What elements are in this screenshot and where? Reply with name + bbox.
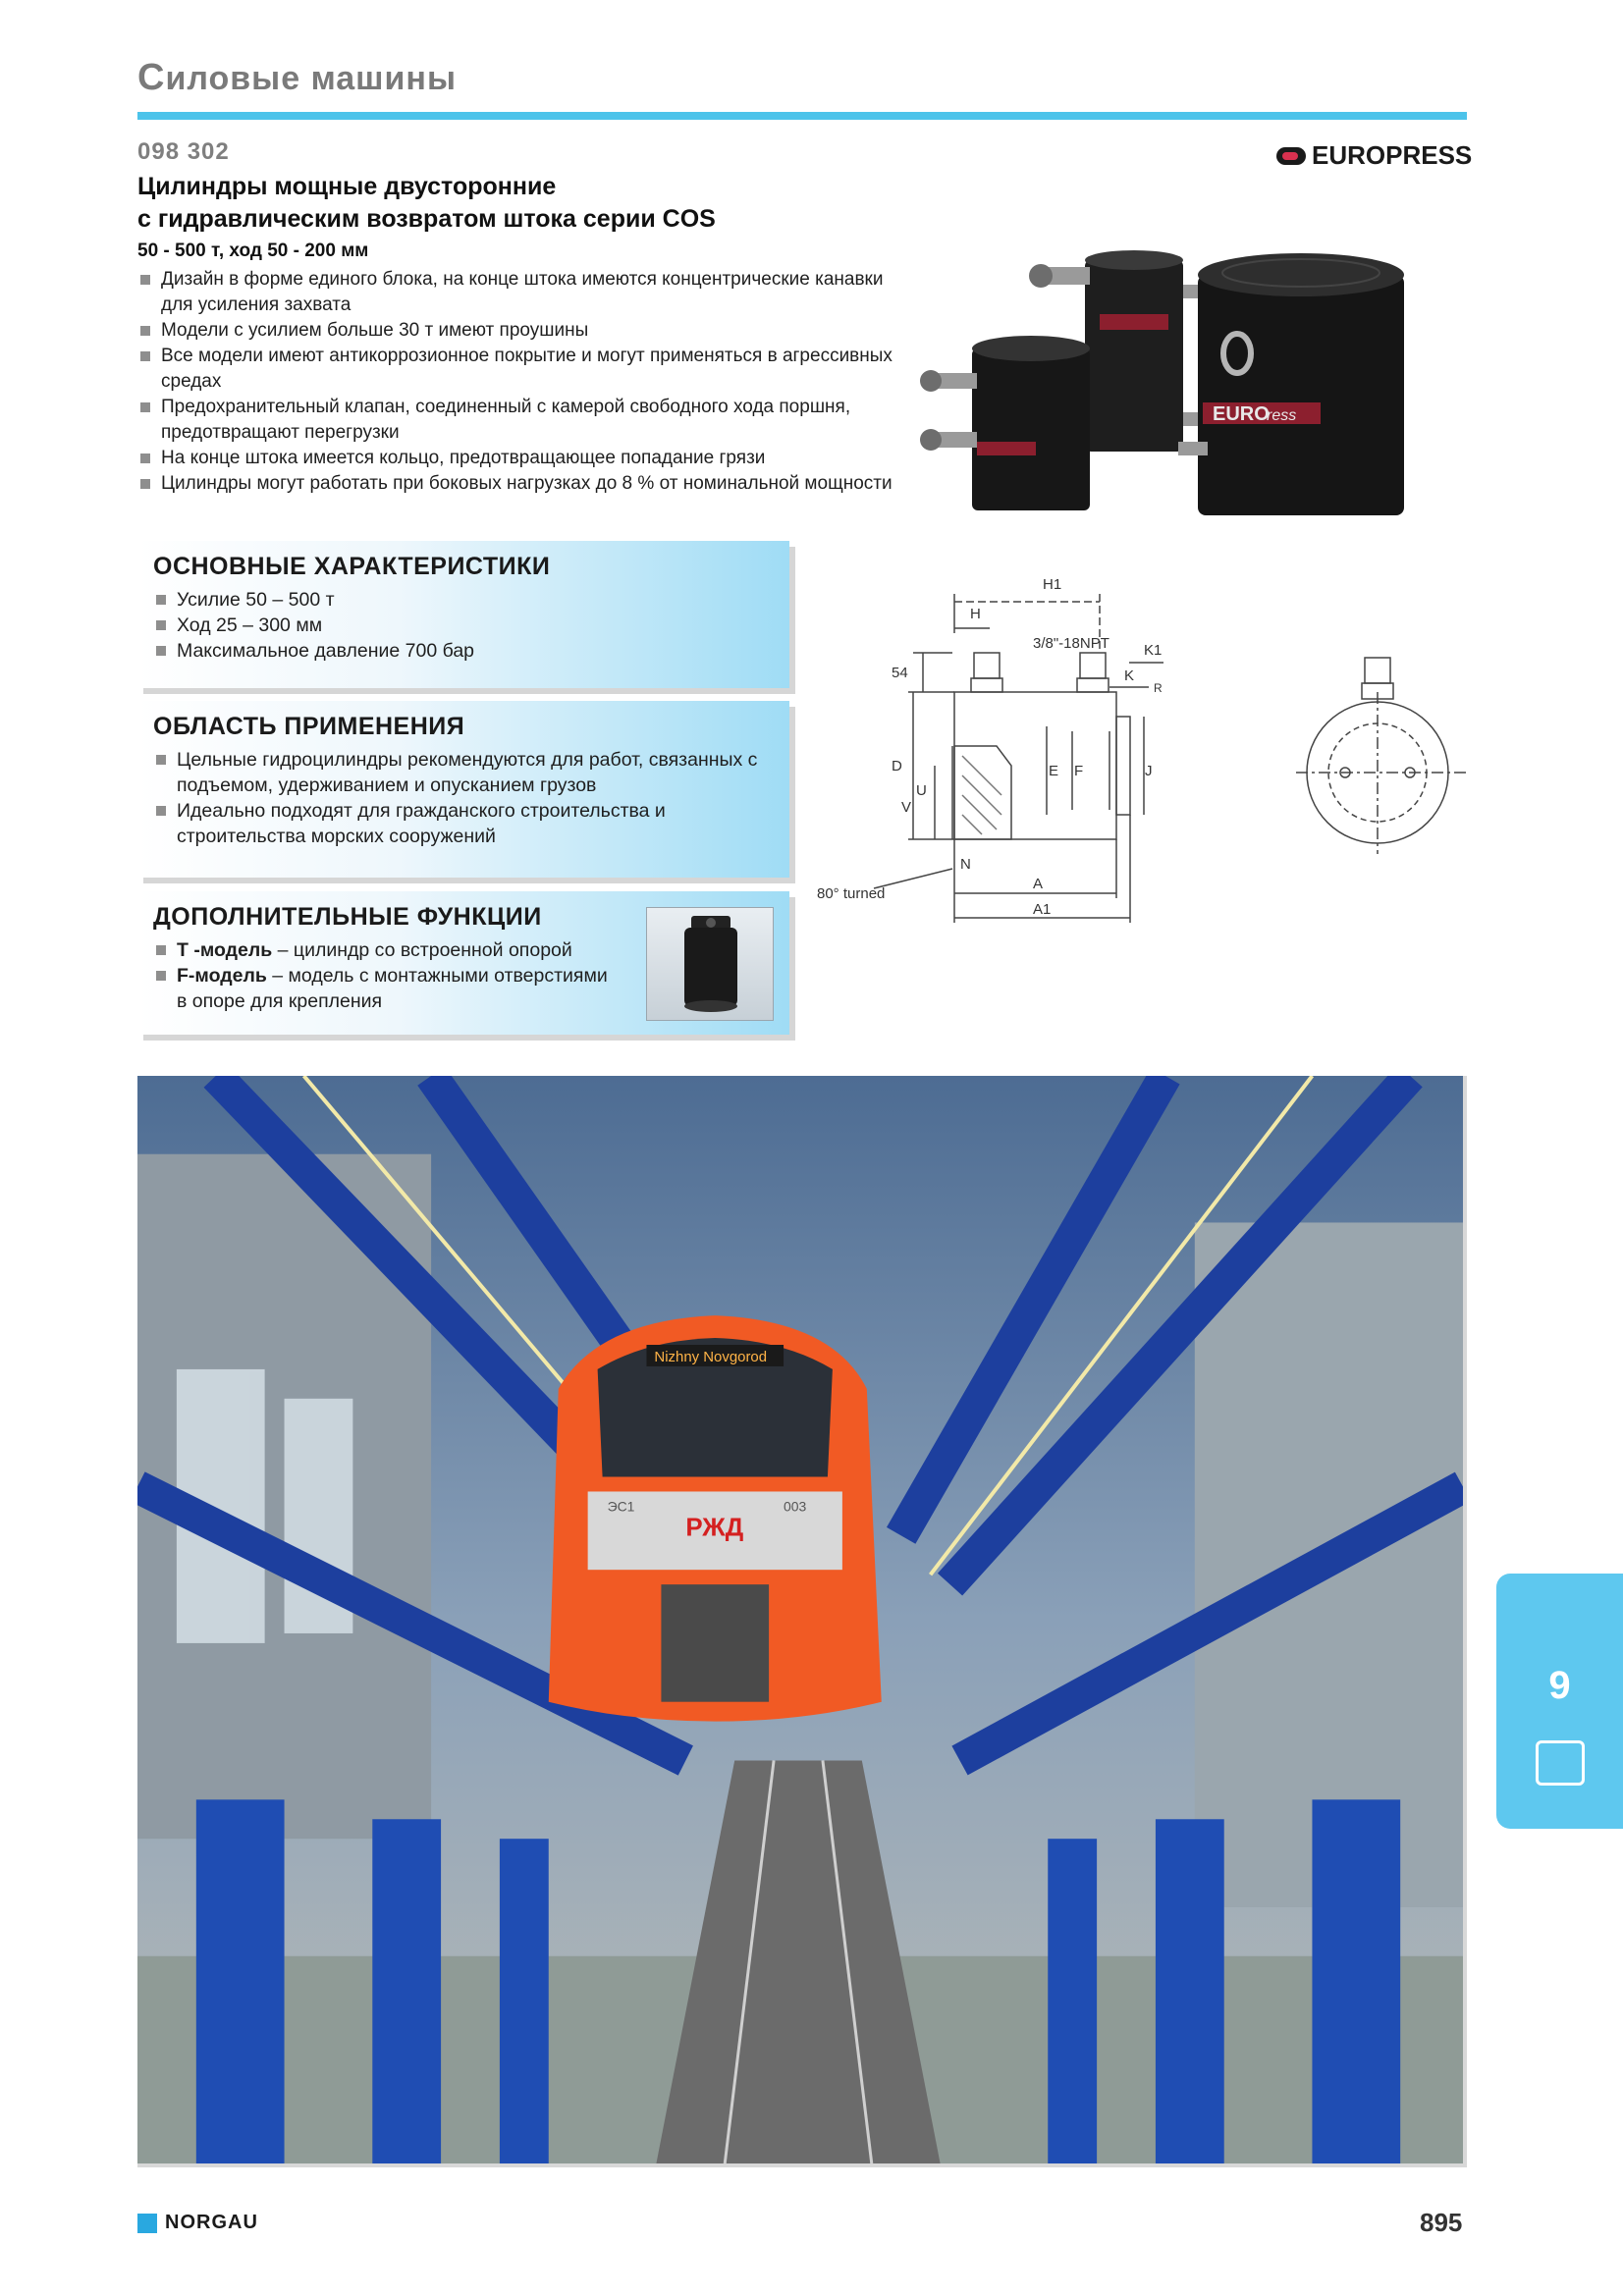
footer-logo — [137, 2212, 258, 2234]
feature-item: На конце штока имеется кольцо, предотвращающее попадание грязи — [137, 446, 893, 471]
rzd-logo: РЖД — [685, 1514, 744, 1542]
dim-h1: H1 — [1043, 576, 1062, 593]
train-id: ЭС1 — [607, 1498, 635, 1515]
dim-u: U — [916, 782, 927, 799]
f-model-label: F-модель — [177, 965, 267, 987]
norgau-square-icon — [137, 2214, 157, 2233]
section-title — [137, 57, 457, 99]
dim-54: 54 — [892, 665, 908, 681]
main-characteristics-heading: ОСНОВНЫЕ ХАРАКТЕРИСТИКИ — [153, 553, 551, 580]
feature-item: Модели с усилием больше 30 т имеют проушины — [137, 318, 893, 344]
feature-item: Все модели имеют антикоррозионное покрытие и могут применяться в агрессивных средах — [137, 344, 893, 395]
technical-drawing — [815, 555, 1467, 928]
dim-j: J — [1145, 763, 1153, 779]
brand-name: EUROPRESS — [1312, 140, 1473, 170]
f-model-text: – модель с монтажными отверстиями в опоре для крепления — [177, 965, 608, 1012]
photo-label-2: ress — [1267, 407, 1297, 424]
section-title-rest: иловые машины — [165, 60, 457, 97]
dim-k: K — [1124, 667, 1135, 684]
dim-a: A — [1033, 876, 1044, 892]
feature-item: Дизайн в форме единого блока, на конце штока имеются концентрические канавки для усиления захвата — [137, 267, 893, 318]
chapter-number: 9 — [1548, 1664, 1571, 1707]
product-title-line2: с гидравлическим возвратом штока серии COS — [137, 205, 716, 233]
tools-icon — [1536, 1740, 1585, 1786]
section-title-initial: С — [137, 57, 166, 98]
product-photo — [913, 245, 1463, 525]
extra-functions-panel — [137, 891, 789, 1035]
train-depot-photo — [137, 1076, 1467, 2167]
product-spec: 50 - 500 т, ход 50 - 200 мм — [137, 240, 369, 261]
product-code: 098 302 — [137, 138, 230, 165]
dim-a1: A1 — [1033, 901, 1052, 918]
characteristic-item: Ход 25 – 300 мм — [153, 613, 774, 638]
application-item: Идеально подходят для гражданского строительства и строительства морских сооружений — [153, 798, 774, 849]
photo-label: EURO — [1213, 403, 1270, 425]
dim-turned: 80° turned — [817, 885, 886, 902]
dim-k1: K1 — [1144, 642, 1163, 659]
destination-sign: Nizhny Novgorod — [654, 1348, 768, 1365]
dim-v: V — [901, 799, 912, 816]
main-characteristics-list — [137, 587, 789, 673]
application-panel — [137, 701, 789, 878]
dim-n: N — [960, 856, 971, 873]
application-list — [137, 747, 789, 859]
product-title-line1: Цилиндры мощные двусторонние — [137, 173, 557, 200]
t-model-text: – цилиндр со встроенной опорой — [272, 939, 572, 961]
t-model-photo — [646, 907, 774, 1021]
dim-e: E — [1049, 763, 1059, 779]
brand-mark-icon — [1276, 147, 1306, 165]
t-model-label: T -модель — [177, 939, 273, 961]
train-number: 003 — [784, 1498, 807, 1515]
extra-functions-heading: ДОПОЛНИТЕЛЬНЫЕ ФУНКЦИИ — [153, 903, 542, 931]
brand-logo — [1276, 140, 1472, 171]
title-rule — [137, 112, 1467, 120]
chapter-tab[interactable] — [1496, 1574, 1623, 1829]
characteristic-item: Максимальное давление 700 бар — [153, 638, 774, 664]
dim-npt: 3/8"-18NPT — [1033, 635, 1109, 652]
feature-item: Предохранительный клапан, соединенный с камерой свободного хода поршня, предотвращают перегрузки — [137, 395, 893, 446]
main-characteristics-panel — [137, 541, 789, 688]
product-title — [137, 171, 716, 236]
dim-h: H — [970, 606, 981, 622]
application-heading: ОБЛАСТЬ ПРИМЕНЕНИЯ — [153, 713, 465, 740]
characteristic-item: Усилие 50 – 500 т — [153, 587, 774, 613]
extra-function-item — [153, 937, 613, 963]
feature-list — [137, 267, 893, 497]
extra-function-item — [153, 963, 613, 1014]
application-item: Цельные гидроцилиндры рекомендуются для работ, связанных с подъемом, удерживанием и опусканием грузов — [153, 747, 774, 798]
page-number: 895 — [1420, 2208, 1463, 2237]
dim-r: R — [1154, 681, 1163, 695]
extra-functions-list — [137, 937, 628, 1024]
dim-d: D — [892, 758, 902, 774]
dim-f: F — [1074, 763, 1084, 779]
feature-item: Цилиндры могут работать при боковых нагрузках до 8 % от номинальной мощности — [137, 471, 893, 497]
footer-brand: NORGAU — [165, 2212, 258, 2233]
